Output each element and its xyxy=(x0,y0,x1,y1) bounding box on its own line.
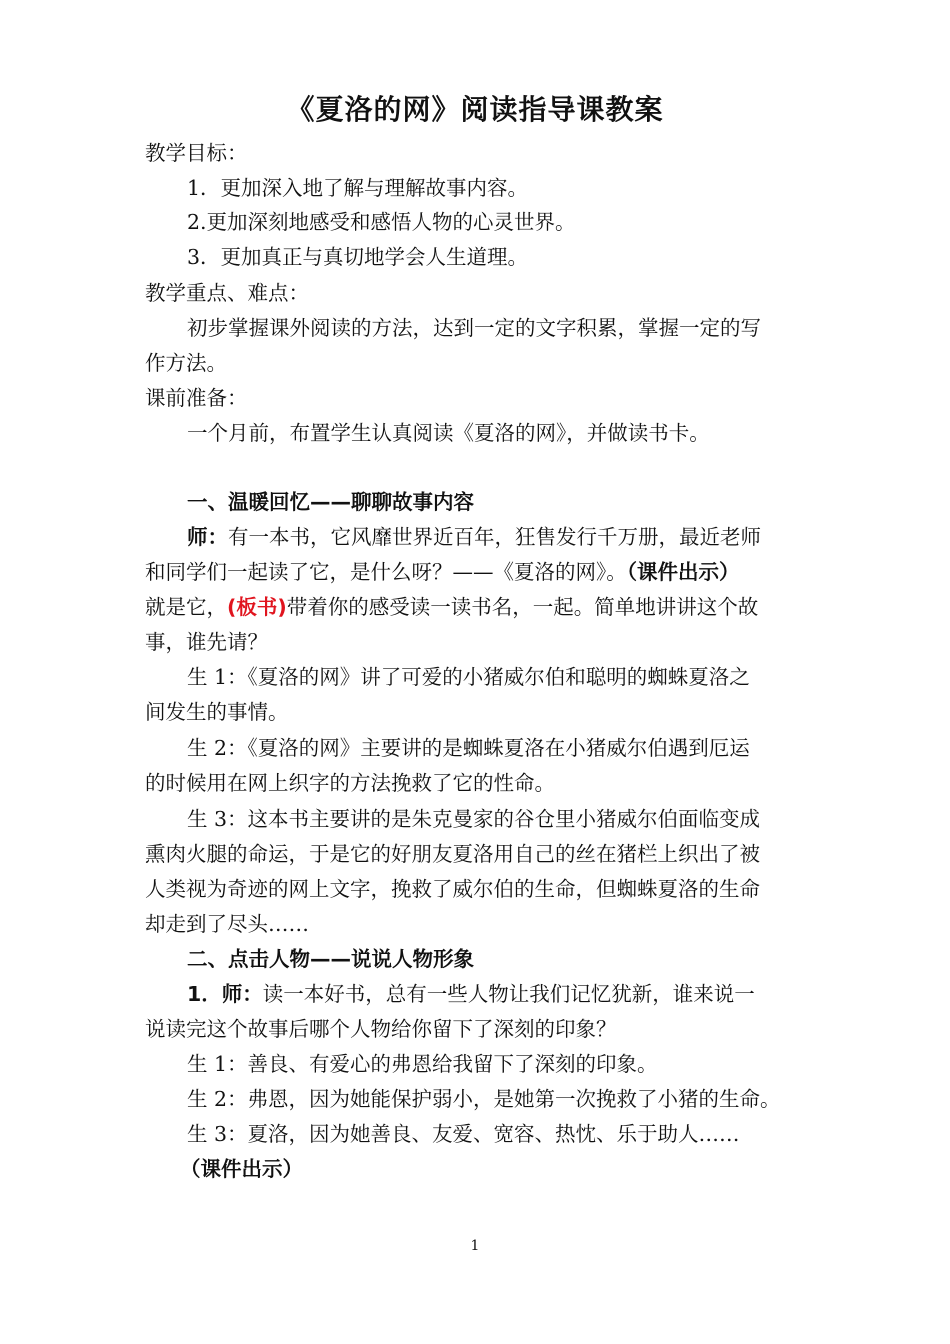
teacher-label: 1．师： xyxy=(187,982,263,1006)
focus-text: 作方法。 xyxy=(145,351,227,375)
student-answer: 生 1：《夏洛的网》讲了可爱的小猪威尔伯和聪明的蜘蛛夏洛之 xyxy=(187,665,750,689)
student-answer: 熏肉火腿的命运，于是它的好朋友夏洛用自己的丝在猪栏上织出了被 xyxy=(145,842,760,866)
section-heading: 二、点击人物——说说人物形象 xyxy=(187,947,474,971)
courseware-note: （课件出示） xyxy=(626,560,740,584)
student-answer: 生 2：弗恩，因为她能保护弱小，是她第一次挽救了小猪的生命。 xyxy=(187,1087,781,1111)
student-answer: 间发生的事情。 xyxy=(145,700,289,724)
student-answer: 生 1：善良、有爱心的弗恩给我留下了深刻的印象。 xyxy=(187,1052,658,1076)
teacher-paragraph-line xyxy=(145,592,815,622)
paragraph-text: 读一本好书，总有一些人物让我们记忆犹新，谁来说一 xyxy=(262,982,755,1006)
student-answer: 人类视为奇迹的网上文字，挽救了威尔伯的生命，但蜘蛛夏洛的生命 xyxy=(145,877,760,901)
courseware-note: （课件出示） xyxy=(180,1157,303,1181)
student-answer: 生 3：夏洛，因为她善良、友爱、宽容、热忱、乐于助人…… xyxy=(187,1122,740,1146)
paragraph-text: 和同学们一起读了它，是什么呀？——《夏洛的网》。 xyxy=(145,560,627,584)
goals-heading: 教学目标： xyxy=(145,141,248,165)
page-title: 《夏洛的网》阅读指导课教案 xyxy=(286,93,664,126)
goal-item: 3．更加真正与真切地学会人生道理。 xyxy=(187,245,529,269)
teacher-paragraph xyxy=(187,522,815,552)
teacher-label: 师： xyxy=(187,525,228,549)
paragraph-text: 事，谁先请？ xyxy=(145,630,268,654)
paragraph-text: 说读完这个故事后哪个人物给你留下了深刻的印象？ xyxy=(145,1017,617,1041)
focus-heading: 教学重点、难点： xyxy=(145,281,309,305)
goal-item: 1．更加深入地了解与理解故事内容。 xyxy=(187,176,529,200)
paragraph-text: 就是它， xyxy=(145,595,227,619)
student-answer: 生 3：这本书主要讲的是朱克曼家的谷仓里小猪威尔伯面临变成 xyxy=(187,807,761,831)
paragraph-text: 带着你的感受读一读书名，一起。简单地讲讲这个故 xyxy=(286,595,759,619)
page-number: 1 xyxy=(470,1238,480,1254)
teacher-paragraph xyxy=(187,979,815,1009)
student-answer: 生 2：《夏洛的网》主要讲的是蜘蛛夏洛在小猪威尔伯遇到厄运 xyxy=(187,736,750,760)
focus-text: 初步掌握课外阅读的方法，达到一定的文字积累，掌握一定的写 xyxy=(187,316,761,340)
prep-heading: 课前准备： xyxy=(145,386,248,410)
prep-text: 一个月前，布置学生认真阅读《夏洛的网》，并做读书卡。 xyxy=(187,421,710,445)
blackboard-note: (板书) xyxy=(227,595,287,619)
paragraph-text: 有一本书，它风靡世界近百年，狂售发行千万册，最近老师 xyxy=(228,525,761,549)
teacher-paragraph-line xyxy=(145,557,815,587)
student-answer: 却走到了尽头…… xyxy=(145,912,309,936)
goal-item: 2.更加深刻地感受和感悟人物的心灵世界。 xyxy=(187,210,576,234)
student-answer: 的时候用在网上织字的方法挽救了它的性命。 xyxy=(145,771,555,795)
section-heading: 一、温暖回忆——聊聊故事内容 xyxy=(187,490,474,514)
